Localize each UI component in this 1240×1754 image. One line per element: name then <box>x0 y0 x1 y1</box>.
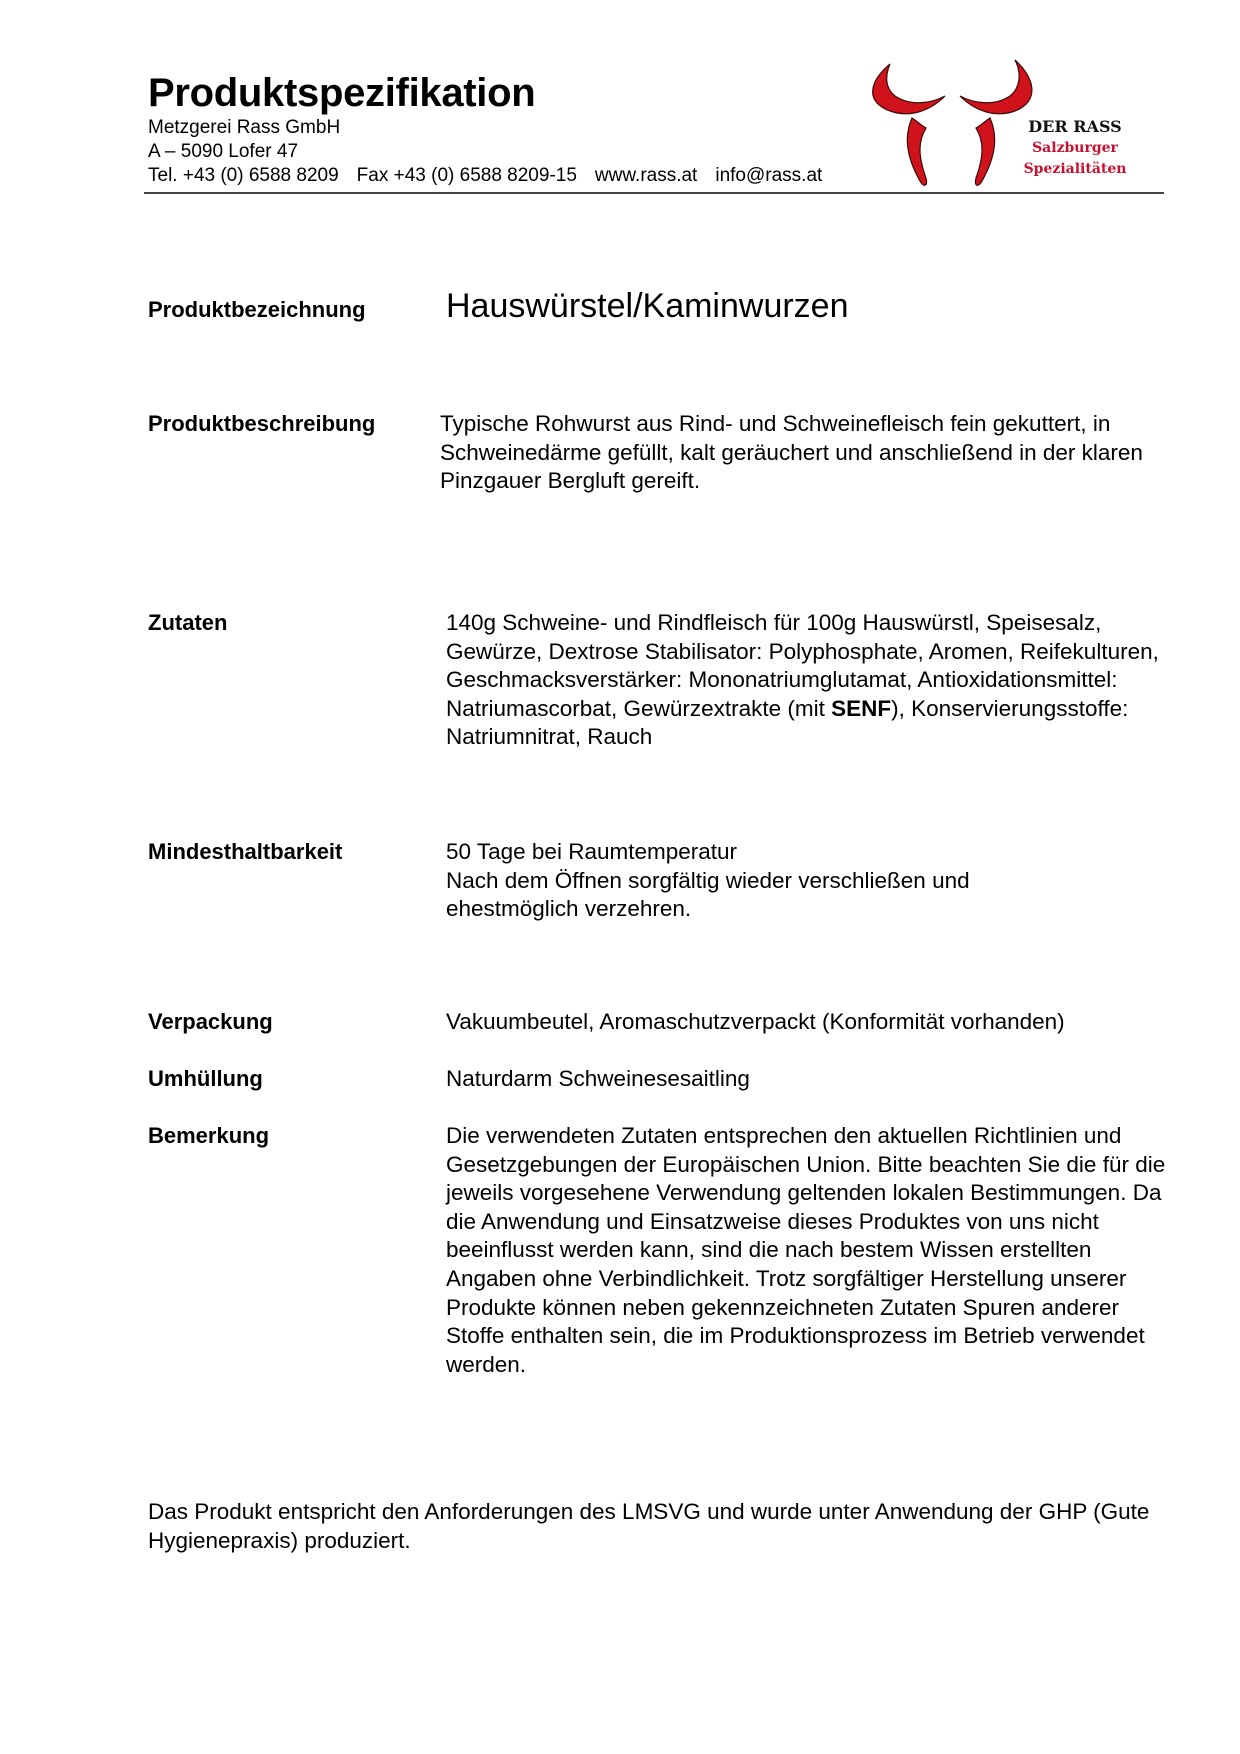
website-link[interactable]: www.rass.at <box>594 165 698 186</box>
header-divider <box>144 192 1164 194</box>
spec-label: Zutaten <box>148 610 228 635</box>
compliance-statement: Das Produkt entspricht den Anforderungen des LMSVG und wurde unter Anwendung der GHP (Gute Hygienepraxis) produziert. <box>148 1499 1150 1553</box>
allergen-highlight: SENF <box>831 695 892 721</box>
shelf-life <box>446 838 1166 924</box>
packaging: Vakuumbeutel, Aromaschutzverpackt (Konformität vorhanden) <box>446 1009 1065 1034</box>
spec-label: Produktbeschreibung <box>148 411 376 436</box>
spec-label: Umhüllung <box>148 1066 263 1091</box>
brand-tagline-2: Spezialitäten <box>1023 161 1127 177</box>
casing: Naturdarm Schweinesesaitling <box>446 1066 750 1091</box>
phone-number: Tel. +43 (0) 6588 8209 <box>148 165 339 186</box>
brand-tagline-1: Salzburger <box>1032 140 1118 156</box>
company-address: A – 5090 Lofer 47 <box>148 141 299 162</box>
shelf-life-duration: 50 Tage bei Raumtemperatur <box>446 839 738 864</box>
brand-name: DER RASS <box>1028 117 1122 136</box>
spec-label: Mindesthaltbarkeit <box>148 839 343 864</box>
product-description: Typische Rohwurst aus Rind- und Schweinefleisch fein gekuttert, in Schweinedärme gefüllt, kalt geräuchert und anschließend in der klaren Pinzgauer Bergluft gereift. <box>440 411 1143 494</box>
spec-label: Produktbezeichnung <box>148 297 366 322</box>
brand-logo-text <box>1010 116 1140 180</box>
product-name: Hauswürstel/Kaminwurzen <box>446 287 849 325</box>
remarks: Die verwendeten Zutaten entsprechen den aktuellen Richtlinien und Gesetzgebungen der Europäischen Union. Bitte beachten Sie die für die jeweils vorgesehene Verwendung geltenden lokalen Bestimmungen. Da die Anwendung und Einsatzweise dieses Produktes von uns nicht beeinflusst werden kann, sind die nach bestem Wissen erstellten Angaben ohne Verbindlichkeit. Trotz sorgfältiger Herstellung unserer Produkte können neben gekennzeichneten Zutaten Spuren anderer Stoffe enthalten sein, die im Produktionsprozess im Betrieb verwendet werden. <box>446 1123 1166 1377</box>
spec-label: Bemerkung <box>148 1123 270 1148</box>
ingredients-text: 140g Schweine- und Rindfleisch für 100g Hauswürstl, Speisesalz, Gewürze, Dextrose Stabilisator: Polyphosphate, Aromen, Reifekulturen, Geschmacksverstärker: Mononatriumglutamat, Antioxidationsmittel: Natriumascorbat, Gewürzextrakte (mit <box>446 610 1159 721</box>
ingredients <box>446 609 1166 752</box>
document-title: Produktspezifikation <box>148 71 536 115</box>
company-name: Metzgerei Rass GmbH <box>148 117 341 138</box>
shelf-life-note: Nach dem Öffnen sorgfältig wieder verschließen und ehestmöglich verzehren. <box>446 867 970 922</box>
ingredients-text-end: ), Konservierungsstoffe: Natriumnitrat, Rauch <box>446 695 1129 750</box>
email-link[interactable]: info@rass.at <box>715 165 823 186</box>
spec-label: Verpackung <box>148 1009 273 1034</box>
fax-number: Fax +43 (0) 6588 8209-15 <box>356 165 577 186</box>
